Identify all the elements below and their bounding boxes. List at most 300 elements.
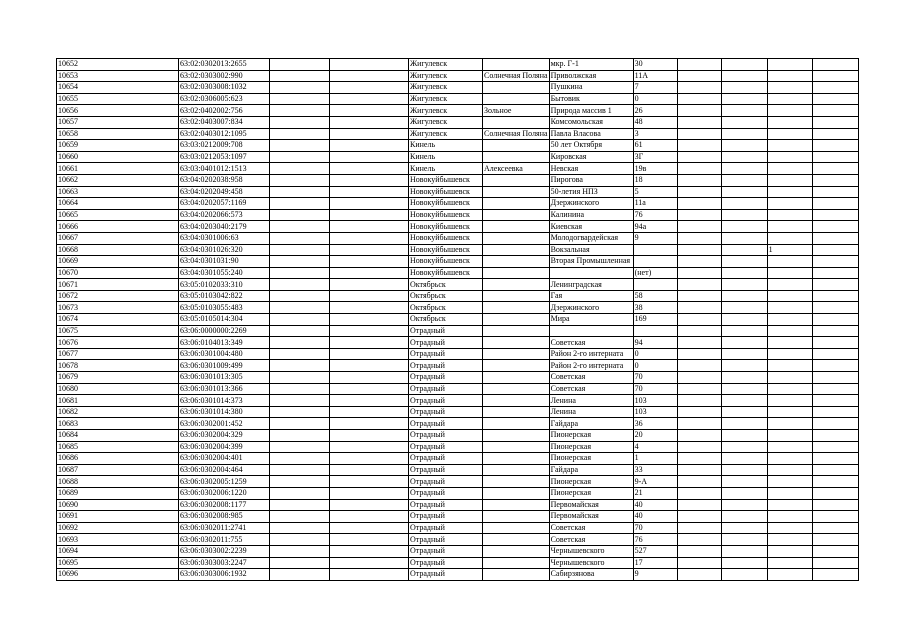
cell-c4 xyxy=(330,395,409,407)
cell-c3 xyxy=(270,337,330,349)
cell-c9 xyxy=(677,70,721,82)
cell-id: 10660 xyxy=(57,151,179,163)
table-row xyxy=(57,151,859,163)
cell-district: Солнечная Поляна xyxy=(484,70,548,80)
cell-c12 xyxy=(812,70,858,82)
cell-c3 xyxy=(270,82,330,94)
table-row xyxy=(57,522,859,534)
cell-district xyxy=(483,325,550,337)
table-row xyxy=(57,499,859,511)
cell-cadastral: 63:06:0000000:2269 xyxy=(179,325,270,337)
cell-c11 xyxy=(767,59,812,71)
cell-c10 xyxy=(721,476,767,488)
cell-cadastral: 63:02:0303002:990 xyxy=(179,70,270,82)
cell-c10 xyxy=(721,209,767,221)
cell-c10 xyxy=(721,557,767,569)
cell-c12 xyxy=(812,360,858,372)
cell-city: Отрадный xyxy=(409,395,483,407)
cell-c4 xyxy=(330,360,409,372)
cell-c9 xyxy=(677,487,721,499)
cell-c12 xyxy=(812,128,858,140)
cell-city: Отрадный xyxy=(409,487,483,499)
cell-c9 xyxy=(677,290,721,302)
cell-house: 70 xyxy=(633,383,677,395)
table-row xyxy=(57,209,859,221)
cell-cadastral: 63:03:0212009:708 xyxy=(179,140,270,152)
cell-c9 xyxy=(677,372,721,384)
cell-house: 103 xyxy=(633,395,677,407)
cell-id: 10665 xyxy=(57,209,179,221)
cell-city: Кинель xyxy=(409,151,483,163)
cell-c9 xyxy=(677,418,721,430)
cell-cadastral: 63:06:0302001:452 xyxy=(179,418,270,430)
cell-house: 0 xyxy=(633,348,677,360)
table-row xyxy=(57,487,859,499)
cell-district xyxy=(483,476,550,488)
cell-c4 xyxy=(330,476,409,488)
cell-c11 xyxy=(767,418,812,430)
table-row xyxy=(57,348,859,360)
table-row xyxy=(57,372,859,384)
cell-c4 xyxy=(330,140,409,152)
cell-c11 xyxy=(767,256,812,268)
cell-c11 xyxy=(767,209,812,221)
cell-city: Жигулевск xyxy=(409,93,483,105)
cell-c9 xyxy=(677,499,721,511)
table-row xyxy=(57,302,859,314)
cell-c10 xyxy=(721,279,767,291)
cell-c10 xyxy=(721,198,767,210)
cell-c4 xyxy=(330,325,409,337)
cell-district xyxy=(483,348,550,360)
cell-cadastral: 63:03:0212053:1097 xyxy=(179,151,270,163)
cell-c9 xyxy=(677,163,721,175)
table-row xyxy=(57,464,859,476)
cell-house xyxy=(633,279,677,291)
cell-city: Отрадный xyxy=(409,499,483,511)
cell-district xyxy=(483,430,550,442)
cell-city: Отрадный xyxy=(409,348,483,360)
cell-house: 30 xyxy=(633,59,677,71)
cell-c9 xyxy=(677,383,721,395)
cell-cadastral: 63:04:0301026:320 xyxy=(179,244,270,256)
cell-c10 xyxy=(721,372,767,384)
cell-id: 10690 xyxy=(57,499,179,511)
cell-cadastral: 63:06:0302004:464 xyxy=(179,464,270,476)
cell-c4 xyxy=(330,290,409,302)
cell-street: мкр. Г-1 xyxy=(549,59,633,71)
cell-c10 xyxy=(721,59,767,71)
cell-house: 527 xyxy=(633,545,677,557)
cell-c9 xyxy=(677,325,721,337)
cell-c10 xyxy=(721,418,767,430)
cell-c12 xyxy=(812,105,858,117)
cell-city: Отрадный xyxy=(409,337,483,349)
cell-c4 xyxy=(330,499,409,511)
cell-house: 9 xyxy=(633,232,677,244)
cell-street: Чернышевского xyxy=(549,557,633,569)
cell-c9 xyxy=(677,209,721,221)
cell-street: Ленина xyxy=(549,395,633,407)
cell-c12 xyxy=(812,511,858,523)
cell-house: (нет) xyxy=(633,267,677,279)
cell-c4 xyxy=(330,70,409,82)
cell-house: 94 xyxy=(633,337,677,349)
cell-c9 xyxy=(677,59,721,71)
cell-street: Вокзальная xyxy=(549,244,633,256)
cell-cadastral: 63:04:0301055:240 xyxy=(179,267,270,279)
cell-district xyxy=(483,372,550,384)
cell-c3 xyxy=(270,476,330,488)
cell-district xyxy=(483,453,550,465)
cell-cadastral: 63:02:0306005:623 xyxy=(179,93,270,105)
table-row xyxy=(57,557,859,569)
cell-c4 xyxy=(330,557,409,569)
cell-id: 10678 xyxy=(57,360,179,372)
table-row xyxy=(57,244,859,256)
cell-district xyxy=(483,522,550,534)
cell-house: 26 xyxy=(633,105,677,117)
table-row xyxy=(57,221,859,233)
cell-id: 10672 xyxy=(57,290,179,302)
cell-id: 10694 xyxy=(57,545,179,557)
cell-street: Первомайская xyxy=(549,511,633,523)
cell-id: 10654 xyxy=(57,82,179,94)
cell-city: Отрадный xyxy=(409,453,483,465)
cell-c11 xyxy=(767,522,812,534)
cell-house: 103 xyxy=(633,406,677,418)
cell-house: 4 xyxy=(633,441,677,453)
cell-c3 xyxy=(270,453,330,465)
cell-c11 xyxy=(767,337,812,349)
cell-id: 10666 xyxy=(57,221,179,233)
cell-c4 xyxy=(330,198,409,210)
cell-district xyxy=(483,116,550,128)
cell-c10 xyxy=(721,290,767,302)
cell-id: 10680 xyxy=(57,383,179,395)
table-row xyxy=(57,569,859,581)
cell-c3 xyxy=(270,186,330,198)
cell-id: 10652 xyxy=(57,59,179,71)
cell-house: 19в xyxy=(633,163,677,175)
cell-id: 10653 xyxy=(57,70,179,82)
cell-street: Киевская xyxy=(549,221,633,233)
cell-c10 xyxy=(721,545,767,557)
cell-street: Сабирзянова xyxy=(549,569,633,581)
cell-c9 xyxy=(677,337,721,349)
cell-street: Мира xyxy=(549,314,633,326)
cell-district xyxy=(483,464,550,476)
cell-c10 xyxy=(721,128,767,140)
cell-city: Октябрьск xyxy=(409,314,483,326)
cell-c12 xyxy=(812,174,858,186)
cell-street: Пирогова xyxy=(549,174,633,186)
cell-id: 10658 xyxy=(57,128,179,140)
cell-city: Новокуйбышевск xyxy=(409,174,483,186)
cell-district xyxy=(483,59,550,71)
cell-cadastral: 63:06:0301004:480 xyxy=(179,348,270,360)
cell-c12 xyxy=(812,395,858,407)
cell-house: 5 xyxy=(633,186,677,198)
cell-street: Дзержинского xyxy=(549,198,633,210)
cell-c10 xyxy=(721,406,767,418)
cell-c11 xyxy=(767,395,812,407)
cell-c9 xyxy=(677,534,721,546)
cell-c12 xyxy=(812,499,858,511)
cell-c4 xyxy=(330,487,409,499)
cell-id: 10691 xyxy=(57,511,179,523)
cell-city: Октябрьск xyxy=(409,290,483,302)
cell-house: 36 xyxy=(633,418,677,430)
cell-c10 xyxy=(721,569,767,581)
cell-id: 10674 xyxy=(57,314,179,326)
table-row xyxy=(57,453,859,465)
cell-c11 xyxy=(767,93,812,105)
table-row xyxy=(57,232,859,244)
cell-house: 9-А xyxy=(633,476,677,488)
cell-street: Гайдара xyxy=(549,418,633,430)
cell-id: 10673 xyxy=(57,302,179,314)
cell-c12 xyxy=(812,372,858,384)
cell-street xyxy=(549,325,633,337)
cell-house: 3Г xyxy=(633,151,677,163)
cell-c4 xyxy=(330,441,409,453)
cell-c10 xyxy=(721,93,767,105)
cell-c12 xyxy=(812,256,858,268)
cell-c4 xyxy=(330,82,409,94)
cell-district xyxy=(483,174,550,186)
cell-city: Новокуйбышевск xyxy=(409,267,483,279)
cell-c11 xyxy=(767,557,812,569)
cell-id: 10669 xyxy=(57,256,179,268)
cell-c3 xyxy=(270,105,330,117)
cell-c11 xyxy=(767,499,812,511)
cell-city: Кинель xyxy=(409,140,483,152)
cell-c11 xyxy=(767,105,812,117)
cell-c12 xyxy=(812,441,858,453)
cell-street: Пионерская xyxy=(549,453,633,465)
cell-c10 xyxy=(721,82,767,94)
cell-c10 xyxy=(721,511,767,523)
cell-district xyxy=(483,314,550,326)
cell-c11 xyxy=(767,70,812,82)
cell-street: Район 2-го интерната xyxy=(549,360,633,372)
table-row xyxy=(57,70,859,82)
cell-c11 xyxy=(767,279,812,291)
cell-c9 xyxy=(677,430,721,442)
cell-cadastral: 63:06:0301014:380 xyxy=(179,406,270,418)
cell-id: 10670 xyxy=(57,267,179,279)
cell-c10 xyxy=(721,163,767,175)
cell-district xyxy=(483,267,550,279)
cell-c4 xyxy=(330,337,409,349)
cell-c9 xyxy=(677,406,721,418)
cell-street: 50-летия НПЗ xyxy=(549,186,633,198)
cell-city: Отрадный xyxy=(409,464,483,476)
table-row xyxy=(57,128,859,140)
cell-id: 10685 xyxy=(57,441,179,453)
cell-c12 xyxy=(812,221,858,233)
cell-city: Новокуйбышевск xyxy=(409,232,483,244)
cell-c12 xyxy=(812,232,858,244)
table-body xyxy=(57,59,859,581)
cell-house: 70 xyxy=(633,372,677,384)
cell-street: Вторая Промышленная xyxy=(549,256,633,268)
cell-c3 xyxy=(270,267,330,279)
cell-c4 xyxy=(330,406,409,418)
cell-cadastral: 63:04:0202049:458 xyxy=(179,186,270,198)
cell-district xyxy=(483,232,550,244)
cell-c9 xyxy=(677,302,721,314)
cell-cadastral: 63:06:0302011:755 xyxy=(179,534,270,546)
cell-district: Солнечная Поляна xyxy=(484,128,548,138)
cell-c12 xyxy=(812,244,858,256)
cell-district xyxy=(483,360,550,372)
cell-c3 xyxy=(270,430,330,442)
cell-district xyxy=(483,545,550,557)
cell-house: 61 xyxy=(633,140,677,152)
cell-c10 xyxy=(721,70,767,82)
cell-cadastral: 63:06:0104013:349 xyxy=(179,337,270,349)
cell-city: Октябрьск xyxy=(409,302,483,314)
cell-id: 10667 xyxy=(57,232,179,244)
cell-district xyxy=(483,383,550,395)
cell-house: 18 xyxy=(633,174,677,186)
cell-c12 xyxy=(812,522,858,534)
cell-c10 xyxy=(721,453,767,465)
cell-c9 xyxy=(677,360,721,372)
cell-id: 10671 xyxy=(57,279,179,291)
cell-c4 xyxy=(330,163,409,175)
cell-c3 xyxy=(270,534,330,546)
cell-cadastral: 63:06:0301013:305 xyxy=(179,372,270,384)
cell-house: 70 xyxy=(633,522,677,534)
cell-cadastral: 63:06:0302004:329 xyxy=(179,430,270,442)
cell-id: 10656 xyxy=(57,105,179,117)
cell-c10 xyxy=(721,383,767,395)
cell-cadastral: 63:02:0302013:2655 xyxy=(179,59,270,71)
table-row xyxy=(57,406,859,418)
cell-c9 xyxy=(677,557,721,569)
cell-house: 76 xyxy=(633,534,677,546)
cell-district xyxy=(483,511,550,523)
cell-cadastral: 63:04:0202066:573 xyxy=(179,209,270,221)
cell-cadastral: 63:05:0103055:483 xyxy=(179,302,270,314)
cell-street: Калинина xyxy=(549,209,633,221)
table-row xyxy=(57,314,859,326)
cell-c11 xyxy=(767,476,812,488)
cell-cadastral: 63:02:0403007:834 xyxy=(179,116,270,128)
cell-c9 xyxy=(677,395,721,407)
cell-district xyxy=(483,534,550,546)
cell-c9 xyxy=(677,569,721,581)
cell-c12 xyxy=(812,116,858,128)
cell-c10 xyxy=(721,314,767,326)
cell-district xyxy=(483,209,550,221)
cell-id: 10695 xyxy=(57,557,179,569)
cell-c11 xyxy=(767,453,812,465)
cell-id: 10677 xyxy=(57,348,179,360)
cell-house: 33 xyxy=(633,464,677,476)
cell-c4 xyxy=(330,105,409,117)
cell-street: Чернышевского xyxy=(549,545,633,557)
cell-c11 xyxy=(767,511,812,523)
cell-c11 xyxy=(767,198,812,210)
cell-c4 xyxy=(330,522,409,534)
cell-c11 xyxy=(767,140,812,152)
cell-street: Комсомольская xyxy=(549,116,633,128)
cell-cadastral: 63:04:0202038:958 xyxy=(179,174,270,186)
cell-c4 xyxy=(330,116,409,128)
cell-c3 xyxy=(270,140,330,152)
cell-c12 xyxy=(812,545,858,557)
cell-city: Отрадный xyxy=(409,406,483,418)
cell-c11 xyxy=(767,302,812,314)
cell-c11 xyxy=(767,348,812,360)
cell-house: 11А xyxy=(633,70,677,82)
table-row xyxy=(57,267,859,279)
cell-c10 xyxy=(721,534,767,546)
cell-c3 xyxy=(270,464,330,476)
cell-district: Зольное xyxy=(483,105,550,117)
cell-house: 3 xyxy=(633,128,677,140)
cell-c10 xyxy=(721,441,767,453)
cell-city: Отрадный xyxy=(409,430,483,442)
cell-c11 xyxy=(767,534,812,546)
cell-c10 xyxy=(721,522,767,534)
cell-street: Ленинградская xyxy=(549,279,633,291)
cell-c12 xyxy=(812,290,858,302)
cell-street: Бытовик xyxy=(549,93,633,105)
cell-house: 21 xyxy=(633,487,677,499)
cell-cadastral: 63:04:0301006:63 xyxy=(179,232,270,244)
cell-c10 xyxy=(721,116,767,128)
table-row xyxy=(57,337,859,349)
cell-house: 20 xyxy=(633,430,677,442)
cell-district xyxy=(483,140,550,152)
cell-c3 xyxy=(270,290,330,302)
cell-c11 xyxy=(767,545,812,557)
cell-id: 10662 xyxy=(57,174,179,186)
cell-id: 10688 xyxy=(57,476,179,488)
cell-c12 xyxy=(812,140,858,152)
cell-c10 xyxy=(721,186,767,198)
cell-cadastral: 63:06:0301013:366 xyxy=(179,383,270,395)
cell-c12 xyxy=(812,93,858,105)
cell-city: Отрадный xyxy=(409,534,483,546)
cell-c10 xyxy=(721,395,767,407)
cell-street: Советская xyxy=(549,522,633,534)
cell-c12 xyxy=(812,314,858,326)
cell-c9 xyxy=(677,244,721,256)
cell-district xyxy=(483,186,550,198)
cell-id: 10655 xyxy=(57,93,179,105)
cell-c9 xyxy=(677,128,721,140)
cell-c4 xyxy=(330,430,409,442)
table-row xyxy=(57,279,859,291)
cell-cadastral: 63:06:0302006:1220 xyxy=(179,487,270,499)
table-row xyxy=(57,395,859,407)
cell-c3 xyxy=(270,163,330,175)
cell-c10 xyxy=(721,256,767,268)
cell-district xyxy=(483,337,550,349)
cell-street: Район 2-го интерната xyxy=(549,348,633,360)
cell-c10 xyxy=(721,174,767,186)
cell-cadastral: 63:06:0301009:499 xyxy=(179,360,270,372)
table-row xyxy=(57,186,859,198)
cell-c9 xyxy=(677,464,721,476)
cell-c10 xyxy=(721,337,767,349)
